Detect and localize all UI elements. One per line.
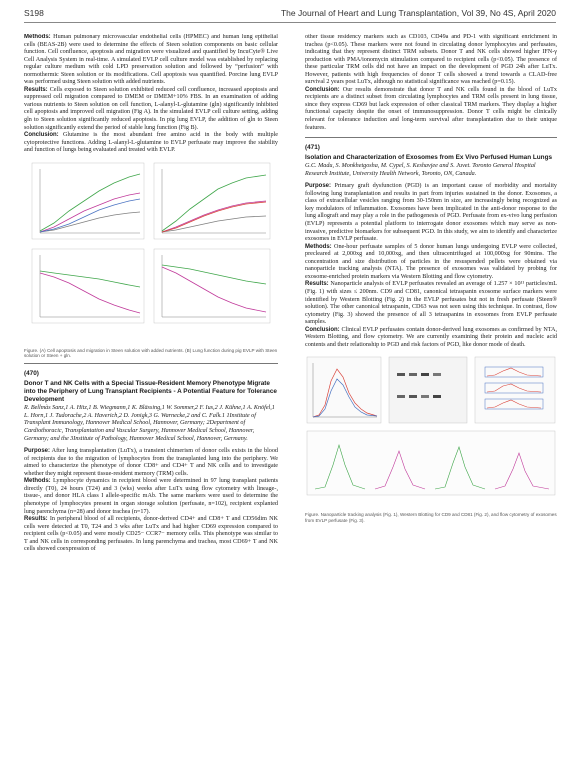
abstract-470-authors: R. Bellmàs Sanz,1 A. Hitz,1 B. Wiegmann,1 K. Blässing,1 W. Sommer,2 F. Ius,2 J. Kühne,1 A. Knöfel,1 L. Horn,1 J. Tudorache,2 A. Haverich,2 D. Jonigk,3 G. Warnecke,2 and C. Falk.1 1Institute of Transplant Immunology, Hannover Medical School, Hannover, Germany; 2Department of Cardiothoracic, Transplantation and Vascular Surgery, Hannover Medical School, Hannover, Germany; and the 3Institute of Pathology, Hannover Medical School, Hannover, Germany. [24,405,275,442]
results-label: Results: [305,281,329,288]
right-column [305,34,557,527]
abstract-divider [305,137,557,138]
results-label: Results: [24,516,48,523]
fig-panel-a1 [32,163,144,239]
figure-471 [305,355,557,522]
figure-471-caption: Figure. Nanoparticle tracking analysis (Fig. 1), Western Blotting for CD9 and CD81 (Fig. 2), and flow cytometry of exosomes from EVLP perfusate (Fig. 3). [305,512,557,523]
conclusion-label: Conclusion: [24,132,59,139]
abstract-470-title: Donor T and NK Cells with a Special Tissue-Resident Memory Phenotype Migrate into the Periphery of Lung Transplant Recipients - A Potential Feature for Tolerance Development [24,380,277,404]
abstract-470-conclusion [305,87,557,132]
results-paragraph [24,87,278,132]
purpose-label: Purpose: [24,448,51,455]
nta-histogram-panel [307,357,381,423]
results-label: Results: [24,86,48,93]
abstract-470-results [24,516,278,554]
running-header [24,8,556,22]
abstract-470-methods [24,478,278,516]
abstract-471-number: (471) [305,144,320,152]
conclusion-text: Glutamine is the most abundant free amino acid in the body with multiple cytoprotective functions. Adding L-alanyl-L-glutamine to EVLP perfusate may improve the stability and function of lungs being evaluated and treated with EVLP. [24,132,278,154]
methods-label: Methods: [24,34,51,40]
abstract-470-number: (470) [24,370,39,378]
conclusion-text: Clinical EVLP perfusates contain donor-derived lung exosomes as confirmed by NTA, Western Blotting, and flow cytometry. We are currently examining their protein and nucleic acid contents and their relationship to PGD and risk factors of PGD, like donor mode of death. [305,326,557,348]
fig-panel-a2 [154,163,270,239]
flow-cytometry-panel [475,357,555,423]
purpose-label: Purpose: [305,183,332,190]
fig-panel-b2 [154,249,270,323]
methods-text: Human pulmonary microvascular endothelial cells (HPMEC) and human lung epithelial cells (BEAS-2B) were used to determine the effects of Steen solution components on basic cellular function. Cell confluence, apoptosis and migration were visualized and quantified by IncuCyte® Live Cell Analysis System in real-time. A simulated EVLP cell culture model was established by replacing regular culture medium with cold LPD preservation solution and followed by “perfusion” with normothermic Steen solution or its modifications. Cell apoptosis was quantified. Porcine lung EVLP was performed using Steen solution with added nutrients. [24,34,278,86]
abstract-divider [24,363,278,364]
methods-paragraph [24,34,278,87]
conclusion-label: Conclusion: [305,326,340,333]
abstract-471-results [305,281,557,326]
figure-471-panels [305,355,557,505]
journal-title: The Journal of Heart and Lung Transplantation, Vol 39, No 4S, April 2020 [280,8,556,18]
methods-label: Methods: [24,478,51,485]
flow-histograms-row [307,431,555,495]
header-rule [24,22,556,23]
results-text: Cells exposed to Steen solution exhibited reduced cell confluence, increased apoptosis and suppressed cell migration compared to DMEM or DMEM+10% FBS. In an examination of adding various nutrients to Steen solution on cell function, L-alanyl-L-glutamine (gln) significantly inhibited cell apoptosis and improved cell migration (Fig A). In the simulated EVLP cell culture setting, adding gln to Steen solution significantly reduced apoptosis. In pig lung EVLP, the addition of gln to Steen solution significantly extend the period of stable lung function (Fig B). [24,86,278,131]
purpose-text: After lung transplantation (LuTx), a transient chimerism of donor cells exists in the blood of recipients due to the migration of lymphocytes from the transplanted lung into the periphery. We aimed to characterize the phenotype of donor CD8+ and CD4+ T and NK cells and to investigate whether they might represent tissue-resident memory (TRM) cells. [24,448,278,477]
results-text: In peripheral blood of all recipients, donor-derived CD4+ and CD8+ T and CD56dim NK cells were detected at T0, T24 and 3 wks after LuTx and had higher CD69 expression compared to recipient cells (p<0.05) and were mostly CD25− CCR7− memory cells. This phenotype was similar to T and NK cells in corresponding perfusates. In lung parenchyma and trachea, most CD69+ T and NK cells showed coexpression of [24,516,278,553]
results-text: Nanoparticle analysis of EVLP perfusates revealed an average of 1.257 × 10¹¹ particles/mL (Fig. 1) with sizes ≤ 200nm. CD9 and CD81, canonical tetraspanin exosome surface markers were identified by Western Blotting (Fig. 2) in the EVLP perfusates but not in fresh perfusate (Steen® solution). The other canonical tetraspanin, CD63 was not seen using this technique. In contrast, flow cytometry (Fig. 3) showed the presence of all 3 tetraspanins in exosomes from EVLP perfusate samples. [305,281,557,326]
figure-469-caption: Figure. (A) Cell apoptosis and migration in Steen solution with added nutrients. (B) Lung function during pig EVLP with Steen solution or Steen + gln. [24,347,278,358]
figure-469-plots [24,161,278,341]
abstract-471-authors: G.C. Madu, S. Monkhetgosha, M. Cypel, S. Keshavjee and S. Juvet. Toronto General Hospital Research Institute, University Health Network, Toronto, ON, Canada. [305,163,536,177]
purpose-text: Primary graft dysfunction (PGD) is an important cause of morbidity and mortality following lung transplantation and results in part from injuries sustained in the donor. Exosomes, a class of extracellular vesicles ranging from 30-150nm in size, are increasingly being recognized as key modulators of inflammation. Exosomes have been implicated in the anti-donor response to the lung allograft and may play a role in the pathogenesis of PGD. Perfusate from ex-vivo lung perfusion (EVLP) represents a potential platform to interrogate donor exosomes which may serve as non-invasive, predictive biomarkers for subsequent PGD. In this study, we aim to identify and characterize exosomes in EVLP perfusate. [305,183,557,243]
abstract-471-methods [305,244,557,282]
conclusion-label: Conclusion: [305,86,340,93]
figure-469 [24,161,278,358]
conclusion-text: Our results demonstrate that donor T and NK cells found in the blood of LuTx recipients are a distinct subset from circulating lymphocytes and TRM cells present in lung tissue, since they express CD69 but lack expression of other classical TRM markers. They display a higher functional capacity despite the onset of immunosuppression. Donor T cells might be clinically relevant for tolerance induction and long-term survival after transplantation due to their unique features. [305,86,557,131]
abstract-471-conclusion [305,327,557,350]
page-number: S198 [24,8,44,18]
methods-text: One-hour perfusate samples of 5 donor human lungs undergoing EVLP were collected, precleared at 2,000xg and 10,000xg, and then ultracentrifuged at 100,000xg for 90mins. The concentration and size distribution of particles in the resuspended pellets were obtained via nanoparticle tracking analysis (NTA). The presence of exosomes was validated by probing for exosome-enriched protein markers via Western Blotting and flow cytometry. [305,243,557,280]
abstract-471-purpose [305,183,557,243]
abstract-471-title: Isolation and Characterization of Exosomes from Ex Vivo Perfused Human Lungs [305,154,553,162]
methods-text: Lymphocyte dynamics in recipient blood were determined in 97 lung transplant patients directly (T0), 24 hours (T24) and 3 (wks) weeks after LuTx using flow cytometry with lineage-, tissue-, and donor HLA class I allele-specific mAb. The same markers were used to determine the phenotype of lymphocytes present in organ storage solution (perfusate, n=102), recipient explanted lung parenchyma (n=28) and donor trachea (n=17). [24,478,278,515]
abstract-470-continued: other tissue residency markers such as CD103, CD49a and PD-1 with significant enrichment in trachea (p<0.05). These markers were not found in circulating donor lymphocytes and perfusates, indicating that they represent distinct TRM subsets. Donor T and NK cells showed higher IFN-γ production with PMA/ionomycin stimulation compared to recipient cells (p<0.05). The presence of these particular TRM cells did not have an impact on the development of PGD 24h after LuTx. However, patients with high frequencies of donor T cells showed a trend towards a CLAD-free survival 2 years post LuTx, although no statistical significance was reached (p=0.15). [305,34,557,86]
methods-label: Methods: [305,243,332,250]
western-blot-panel [389,357,467,423]
conclusion-paragraph [24,132,278,155]
left-column [24,34,278,554]
abstract-470-purpose [24,448,278,478]
fig-panel-b1 [32,249,144,323]
